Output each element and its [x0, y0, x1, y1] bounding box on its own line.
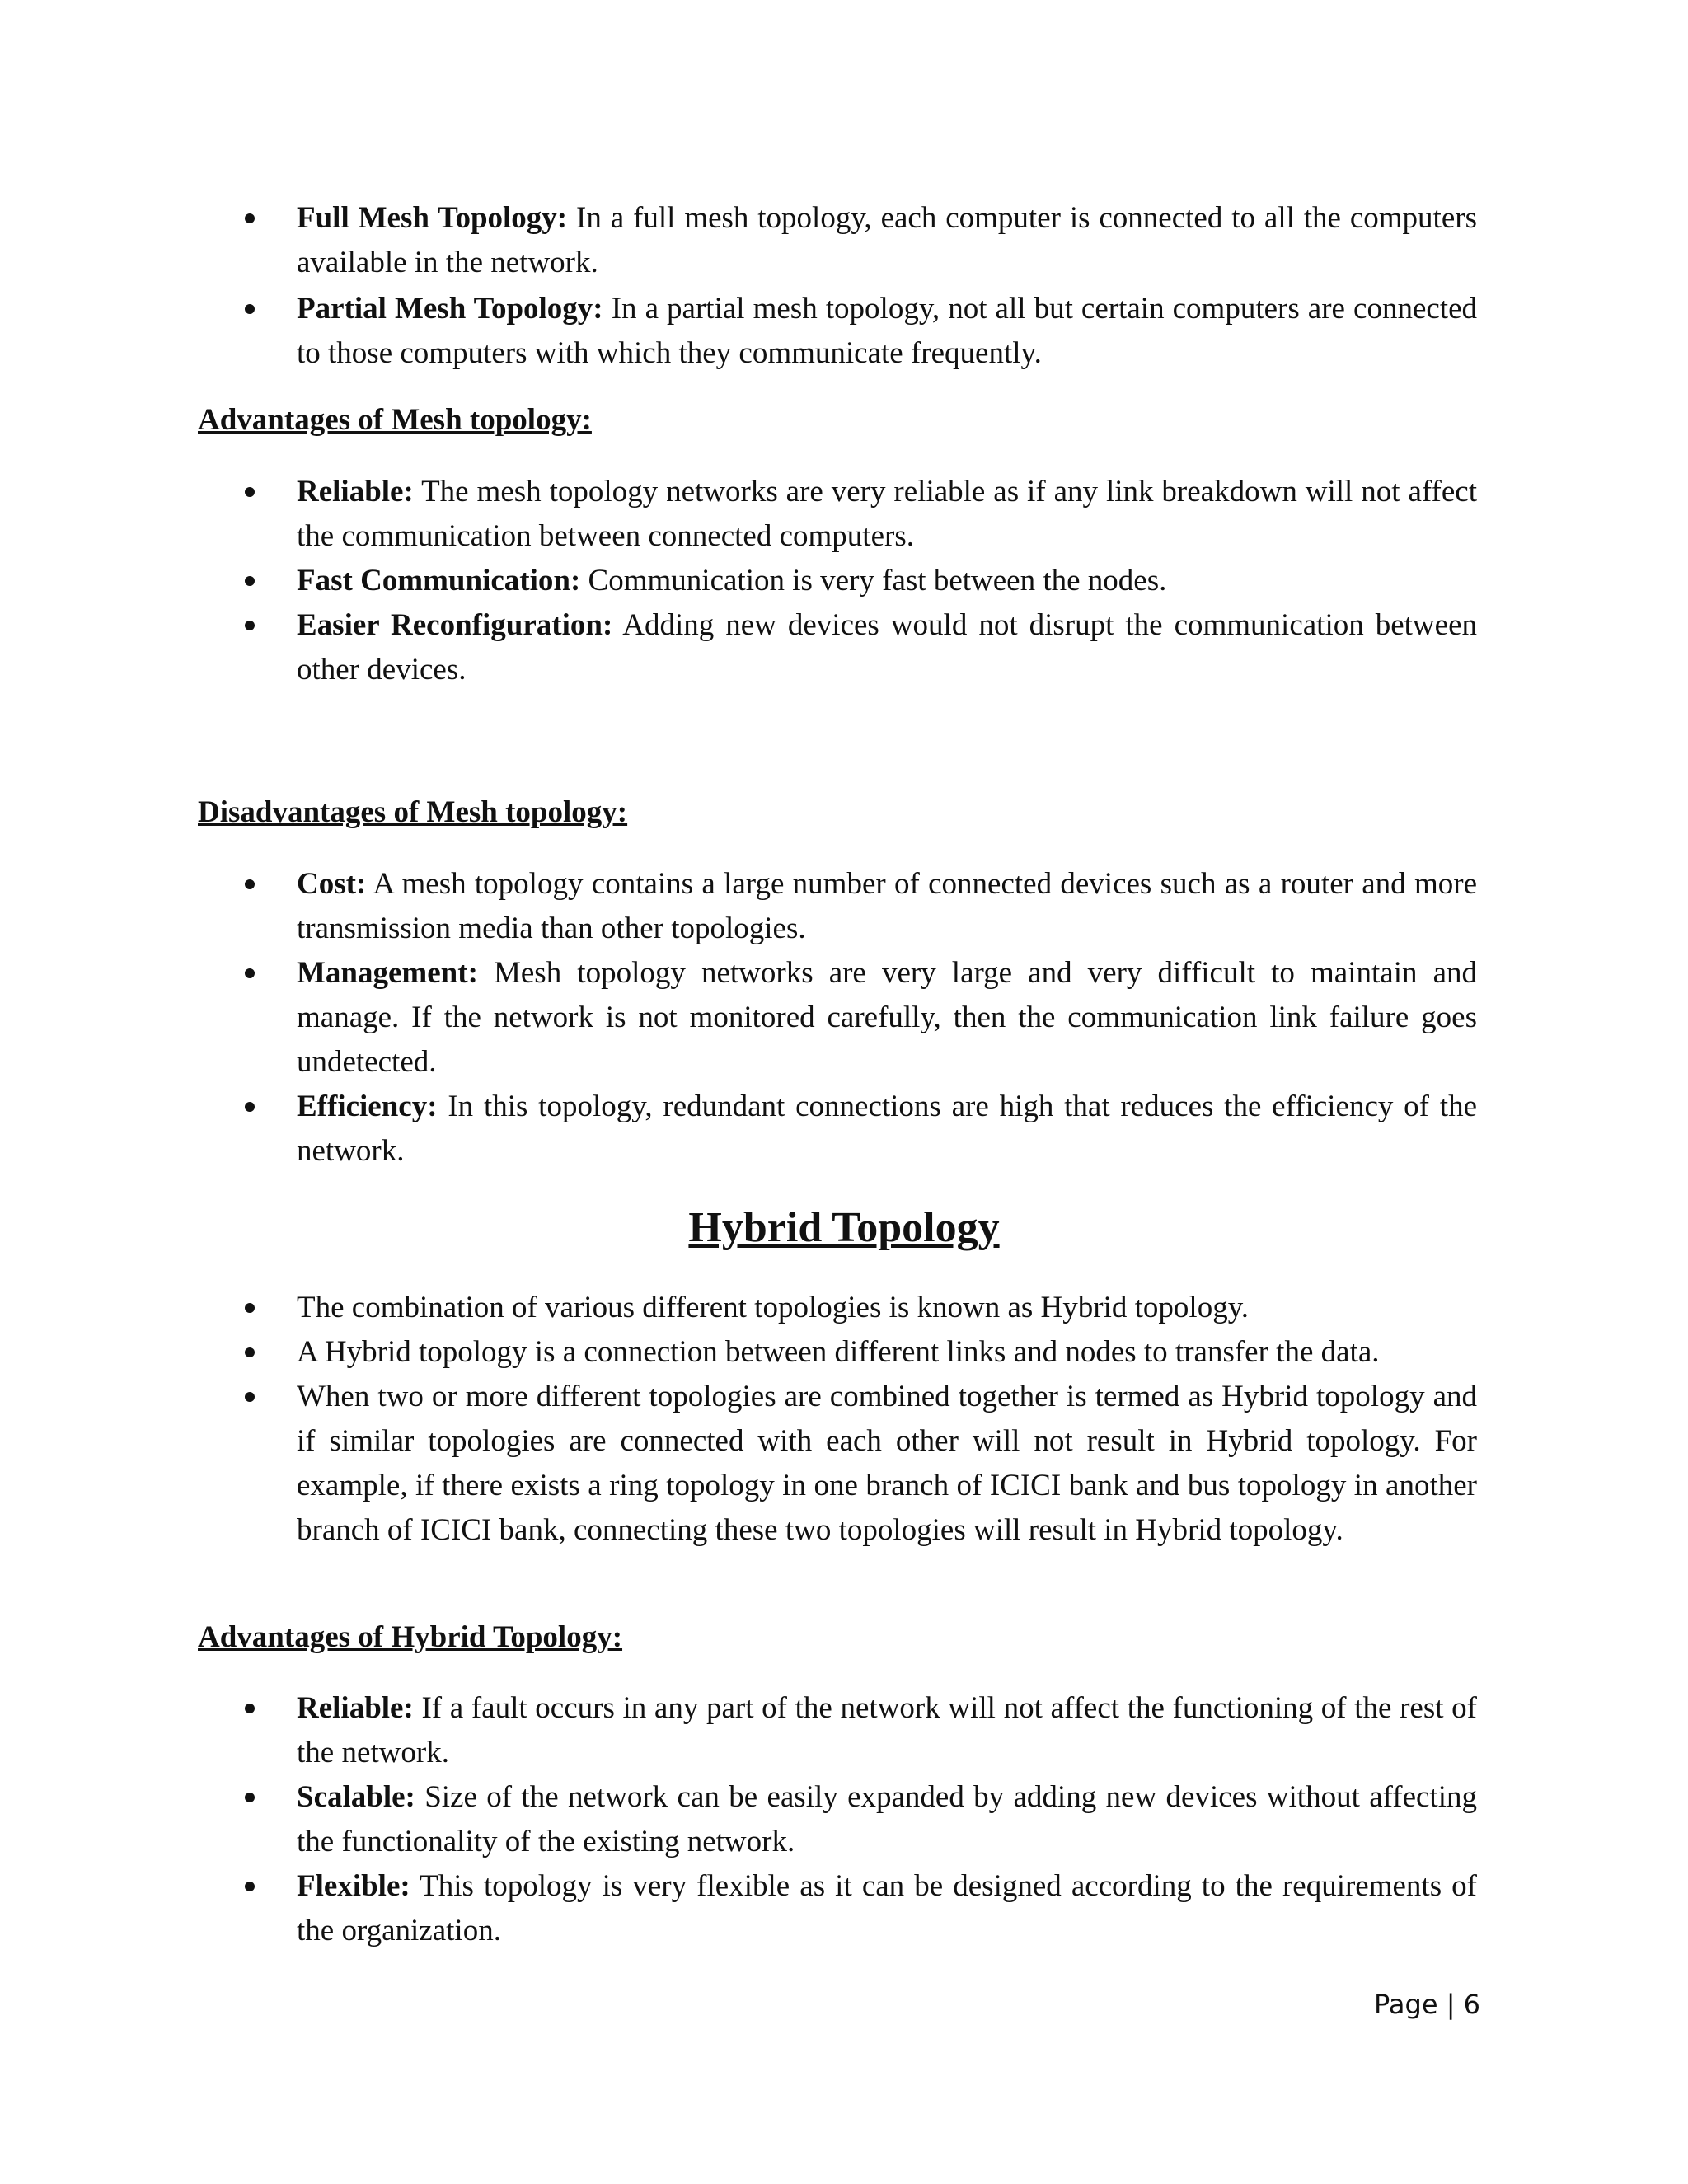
term-label: Full Mesh Topology: — [297, 201, 568, 235]
term-label: Reliable: — [297, 475, 414, 509]
list-item — [198, 1286, 1477, 1330]
list-item — [198, 1775, 1477, 1864]
list-item — [198, 951, 1477, 1085]
mesh-advantages-list — [198, 470, 1477, 692]
hybrid-advantages-list — [198, 1686, 1477, 1953]
term-label: Management: — [297, 956, 478, 990]
bullet-icon — [245, 1704, 255, 1713]
mesh-types-list — [198, 196, 1477, 376]
item-text: When two or more different topologies are combined together is termed as Hybrid topology and if similar topologies are connected with each other will not result in Hybrid topology. For example, if there exists a ring topology in one branch of ICICI bank and bus topology in another branch of ICICI bank, connecting these two topologies will result in Hybrid topology. — [297, 1380, 1477, 1547]
item-text: In a partial mesh topology, not all but certain computers are connected to those computers with which they communicate frequently. — [297, 292, 1477, 370]
bullet-icon — [245, 576, 255, 586]
bullet-icon — [245, 1392, 255, 1402]
list-item — [198, 1085, 1477, 1174]
term-label: Efficiency: — [297, 1090, 438, 1123]
item-text: Communication is very fast between the nodes. — [580, 564, 1167, 598]
bullet-icon — [245, 1347, 255, 1357]
hybrid-list — [198, 1286, 1477, 1553]
section-heading: Advantages of Hybrid Topology: — [198, 1620, 623, 1654]
page-title: Hybrid Topology — [688, 1204, 1000, 1251]
bullet-icon — [245, 621, 255, 630]
item-text: Size of the network can be easily expanded by adding new devices without affecting the functionality of the existing network. — [297, 1780, 1477, 1858]
list-item — [198, 1330, 1477, 1375]
item-text: The combination of various different topologies is known as Hybrid topology. — [297, 1291, 1250, 1324]
bullet-icon — [245, 1102, 255, 1112]
bullet-icon — [245, 1303, 255, 1313]
list-item — [198, 862, 1477, 951]
term-label: Scalable: — [297, 1780, 415, 1814]
item-text: The mesh topology networks are very reliable as if any link breakdown will not affect the communication between connected computers. — [297, 475, 1477, 553]
page-number: Page | 6 — [1374, 1989, 1480, 2020]
term-label: Easier Reconfiguration: — [297, 608, 613, 642]
term-label: Reliable: — [297, 1691, 414, 1725]
list-item — [198, 1864, 1477, 1953]
term-label: Fast Communication: — [297, 564, 581, 598]
item-text: This topology is very flexible as it can be designed according to the requirements of the organization. — [297, 1869, 1477, 1947]
mesh-disadvantages-list — [198, 862, 1477, 1174]
list-item — [198, 1686, 1477, 1775]
list-item — [198, 196, 1477, 285]
bullet-icon — [245, 1882, 255, 1891]
bullet-icon — [245, 213, 255, 223]
list-item — [198, 287, 1477, 376]
item-text: Adding new devices would not disrupt the communication between other devices. — [297, 608, 1477, 687]
bullet-icon — [245, 1793, 255, 1802]
list-item — [198, 603, 1477, 692]
bullet-icon — [245, 487, 255, 497]
section-heading: Disadvantages of Mesh topology: — [198, 795, 628, 829]
item-text: Mesh topology networks are very large and very difficult to maintain and manage. If the network is not monitored carefully, then the communication link failure goes undetected. — [297, 956, 1477, 1079]
term-label: Partial Mesh Topology: — [297, 292, 603, 326]
item-text: If a fault occurs in any part of the network will not affect the functioning of the rest of the network. — [297, 1691, 1477, 1769]
list-item — [198, 1375, 1477, 1553]
bullet-icon — [245, 304, 255, 314]
list-item — [198, 559, 1477, 603]
item-text: A Hybrid topology is a connection between different links and nodes to transfer the data. — [297, 1335, 1380, 1369]
section-heading: Advantages of Mesh topology: — [198, 403, 592, 437]
item-text: In a full mesh topology, each computer is connected to all the computers available in the network. — [297, 201, 1477, 279]
item-text: In this topology, redundant connections are high that reduces the efficiency of the network. — [297, 1090, 1477, 1168]
bullet-icon — [245, 879, 255, 889]
bullet-icon — [245, 968, 255, 978]
list-item — [198, 470, 1477, 559]
item-text: A mesh topology contains a large number of connected devices such as a router and more transmission media than other topologies. — [297, 867, 1477, 945]
term-label: Flexible: — [297, 1869, 410, 1903]
term-label: Cost: — [297, 867, 367, 901]
